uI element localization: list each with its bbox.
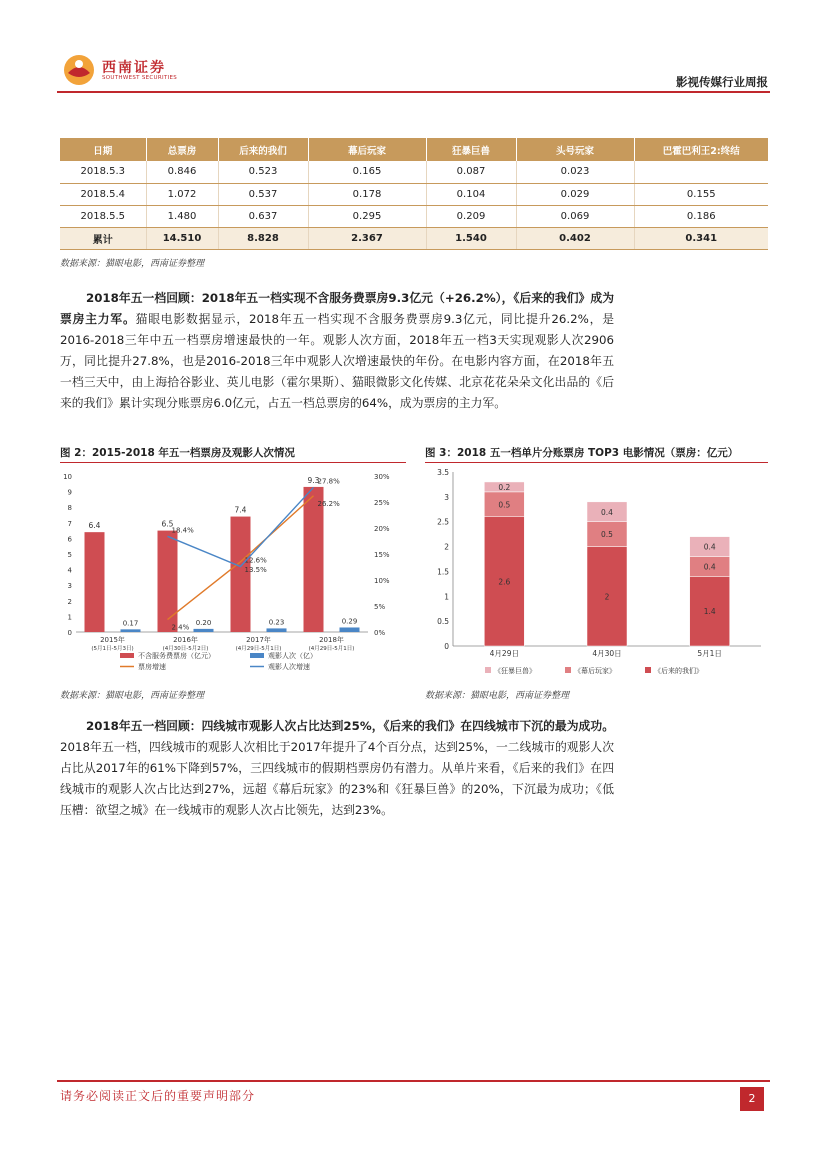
- col-header: 幕后玩家: [308, 138, 426, 161]
- table-cell: 0.402: [516, 227, 634, 249]
- bar-data-label: 0.5: [498, 500, 511, 510]
- col-header: 总票房: [146, 138, 218, 161]
- table-cell: 累计: [60, 227, 146, 249]
- bar-data-label: 6.5: [161, 519, 174, 529]
- figure-2-source-note: 数据来源：猫眼电影，西南证券整理: [60, 691, 205, 701]
- table-cell: 2018.5.3: [60, 161, 146, 183]
- legend-swatch: [250, 653, 264, 658]
- bar-box-office: [158, 531, 178, 632]
- table-row: [60, 183, 768, 205]
- y-tick-label: 3: [444, 492, 449, 502]
- y2-tick-label: 0%: [374, 629, 386, 637]
- y-tick-label: 2.5: [437, 517, 449, 527]
- table-cell: 0.209: [426, 205, 516, 227]
- y-tick-label: 0: [67, 629, 72, 637]
- figure-3-source-note: 数据来源：猫眼电影，西南证券整理: [425, 691, 570, 701]
- bar-data-label: 0.5: [601, 530, 613, 540]
- paragraph-body: 2018年五一档，四线城市的观影人次相比于2017年提升了4个百分点，达到25%，一二线城市的观影人次占比从2017年的61%下降到57%，三四线城市的假期档票房仍有潜力。从单片来看，《后来的我们》在四线城市的观影人次占比达到27%，远超《幕后玩家》的23%和《狂暴巨兽》的20%，下沉最为成功；《低压槽：欲望之城》在一线城市的观影人次占比领先，达到23%。: [60, 740, 614, 817]
- figure-3-chart: [425, 464, 768, 682]
- table-source-note: 数据来源：猫眼电影，西南证券整理: [60, 259, 205, 269]
- table-row: [60, 161, 768, 183]
- x-tick-label: 2015年: [100, 636, 125, 644]
- paragraph-labor-day-review: [60, 288, 614, 414]
- table-cell: 2.367: [308, 227, 426, 249]
- legend-label: 票房增速: [138, 663, 166, 671]
- y-tick-label: 1: [444, 592, 449, 602]
- page-number: 2: [740, 1087, 764, 1111]
- y-tick-label: 2: [444, 542, 449, 552]
- bar-data-label: 1.4: [703, 607, 716, 617]
- table-cell: 2018.5.5: [60, 205, 146, 227]
- paragraph-lead: 2018年五一档回顾：2018年五一档实现不含服务费票房9.3亿元（+26.2%），《后来的我们》成为票房主力军。: [60, 291, 614, 326]
- x-tick-label: 2017年: [246, 636, 271, 644]
- table-cell: 0.155: [634, 183, 768, 205]
- y-tick-label: 0: [444, 642, 449, 651]
- table-cell: 0.023: [516, 161, 634, 183]
- table-cell: 0.637: [218, 205, 308, 227]
- table-cell: 1.072: [146, 183, 218, 205]
- x-tick-label: 4月29日: [489, 649, 519, 658]
- figure-2-chart: [60, 464, 406, 682]
- legend-swatch: [485, 667, 491, 673]
- y-tick-label: 1: [67, 613, 72, 622]
- bar-data-label: 0.4: [703, 542, 716, 552]
- y-tick-label: 1.5: [437, 567, 449, 577]
- x-tick-sublabel: (5月1日-5月3日): [91, 646, 134, 652]
- bar-data-label: 0.17: [122, 619, 139, 628]
- bar-data-label: 0.20: [195, 618, 212, 627]
- bar-data-label: 7.4: [234, 505, 247, 515]
- table-cell: [634, 161, 768, 183]
- bar-audience: [267, 628, 287, 632]
- bar-data-label: 0.23: [268, 618, 285, 627]
- bar-box-office: [231, 517, 251, 632]
- bar-data-label: 0.2: [498, 482, 511, 492]
- col-header: 头号玩家: [516, 138, 634, 161]
- x-tick-sublabel: (4月30日-5月2日): [162, 646, 209, 652]
- y2-tick-label: 20%: [374, 525, 390, 533]
- bar-box-office: [85, 532, 105, 632]
- table-cell: 0.523: [218, 161, 308, 183]
- table-cell: 0.087: [426, 161, 516, 183]
- col-header: 后来的我们: [218, 138, 308, 161]
- table-cell: 1.480: [146, 205, 218, 227]
- table-cell: 0.165: [308, 161, 426, 183]
- y2-tick-label: 5%: [374, 603, 386, 611]
- table-cell: 14.510: [146, 227, 218, 249]
- table-cell: 0.537: [218, 183, 308, 205]
- bar-data-label: 2: [604, 592, 610, 602]
- table-cell: 0.069: [516, 205, 634, 227]
- disclaimer-note: 请务必阅读正文后的重要声明部分: [60, 1089, 256, 1103]
- x-tick-label: 2016年: [173, 636, 198, 644]
- figure-3-divider: [425, 462, 768, 463]
- y-tick-label: 7: [67, 519, 72, 528]
- table-row: [60, 205, 768, 227]
- line-data-label: 2.4%: [171, 623, 190, 632]
- company-logo: [62, 51, 182, 91]
- table-cell: 0.104: [426, 183, 516, 205]
- report-title: 影视传媒行业周报: [676, 75, 768, 89]
- line-data-label: 12.6%: [244, 556, 267, 565]
- bar-data-label: 6.4: [88, 521, 101, 531]
- bar-data-label: 0.4: [703, 562, 716, 572]
- table-total-row: [60, 227, 768, 249]
- bar-data-label: 0.29: [341, 617, 358, 626]
- line-data-label: 18.4%: [171, 526, 194, 535]
- x-tick-sublabel: (4月29日-5月1日): [235, 646, 282, 652]
- table-cell: 0.186: [634, 205, 768, 227]
- y-tick-label: 4: [67, 566, 72, 575]
- y2-tick-label: 30%: [374, 473, 390, 481]
- figure-2-title: 图 2：2015-2018 年五一档票房及观影人次情况: [60, 447, 295, 459]
- table-cell: 0.846: [146, 161, 218, 183]
- table-header-row: [60, 138, 768, 161]
- y2-tick-label: 10%: [374, 577, 390, 585]
- line-data-label: 27.8%: [317, 477, 340, 486]
- y2-tick-label: 25%: [374, 499, 390, 507]
- table-cell: 0.295: [308, 205, 426, 227]
- col-header: 日期: [60, 138, 146, 161]
- legend-swatch: [120, 653, 134, 658]
- y-tick-label: 9: [67, 488, 72, 497]
- table-cell: 0.178: [308, 183, 426, 205]
- legend-label: 《幕后玩家》: [574, 667, 616, 675]
- figure-2-divider: [60, 462, 406, 463]
- table-cell: 8.828: [218, 227, 308, 249]
- legend-swatch: [565, 667, 571, 673]
- legend-label: 观影人次增速: [268, 663, 310, 671]
- line-data-label: 26.2%: [317, 499, 340, 508]
- bar-data-label: 9.3: [307, 475, 320, 485]
- y-tick-label: 3.5: [437, 468, 449, 477]
- footer-divider: [57, 1080, 770, 1082]
- bar-audience: [194, 629, 214, 632]
- bar-data-label: 2.6: [498, 577, 511, 587]
- bar-box-office: [304, 487, 324, 632]
- page-header: [57, 48, 770, 92]
- table-cell: 2018.5.4: [60, 183, 146, 205]
- y-tick-label: 5: [67, 551, 72, 559]
- bar-audience: [121, 629, 141, 632]
- logo-emblem-icon: [62, 53, 96, 87]
- legend-swatch: [645, 667, 651, 673]
- table-cell: 1.540: [426, 227, 516, 249]
- y-tick-label: 6: [67, 535, 72, 544]
- paragraph-city-tier-review: [60, 716, 614, 821]
- logo-cn-text: 西南证券: [102, 60, 166, 76]
- figure-3-title: 图 3：2018 五一档单片分账票房 TOP3 电影情况（票房：亿元）: [425, 447, 739, 459]
- y-tick-label: 0.5: [437, 617, 449, 627]
- legend-label: 不含服务费票房（亿元）: [138, 652, 215, 660]
- paragraph-lead: 2018年五一档回顾：四线城市观影人次占比达到25%，《后来的我们》在四线城市下沉的最为成功。: [86, 719, 614, 733]
- y-tick-label: 8: [67, 504, 72, 513]
- y-tick-label: 2: [67, 597, 72, 606]
- y2-tick-label: 15%: [374, 551, 390, 559]
- x-tick-sublabel: (4月29日-5月1日): [308, 646, 355, 652]
- x-tick-label: 5月1日: [697, 649, 722, 658]
- legend-label: 观影人次（亿）: [268, 652, 317, 660]
- header-divider: [57, 91, 770, 93]
- col-header: 狂暴巨兽: [426, 138, 516, 161]
- logo-en-text: SOUTHWEST SECURITIES: [102, 75, 178, 81]
- x-tick-label: 4月30日: [592, 649, 622, 658]
- bar-data-label: 0.4: [601, 507, 613, 517]
- box-office-table: [60, 138, 768, 250]
- bar-audience: [340, 627, 360, 632]
- y-tick-label: 3: [67, 582, 72, 591]
- legend-label: 《狂暴巨兽》: [494, 667, 536, 675]
- paragraph-body: 猫眼电影数据显示，2018年五一档实现不含服务费票房9.3亿元，同比提升26.2%，是2016-2018三年中五一档票房增速最快的一年。观影人次方面，2018年五一档3天实现观影人次2906万，同比提升27.8%，也是2016-2018三年中观影人次增速最快的年份。在电影内容方面，在2018年五一档三天中，由上海拾谷影业、英儿电影（霍尔果斯）、猫眼微影文化传媒、北京花花朵朵文化出品的《后来的我们》累计实现分账票房6.0亿元，占五一档总票房的64%，成为票房的主力军。: [60, 312, 614, 410]
- col-header: 巴霍巴利王2:终结: [634, 138, 768, 161]
- x-tick-label: 2018年: [319, 636, 344, 644]
- legend-label: 《后来的我们》: [654, 667, 703, 675]
- line-data-label: 13.5%: [244, 565, 267, 574]
- y-tick-label: 10: [63, 473, 72, 481]
- table-cell: 0.029: [516, 183, 634, 205]
- table-cell: 0.341: [634, 227, 768, 249]
